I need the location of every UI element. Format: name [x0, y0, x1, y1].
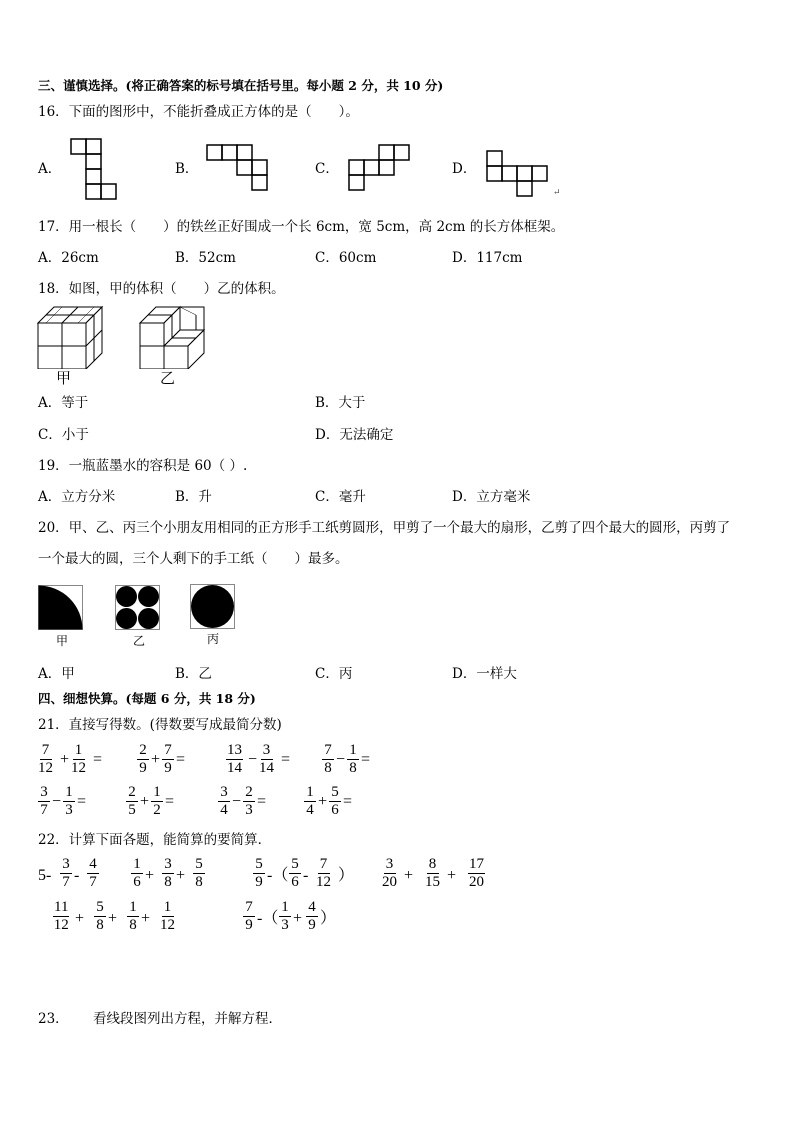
numerator: 1	[279, 900, 291, 917]
fraction	[347, 743, 359, 776]
q18-label-jia: 甲	[56, 369, 72, 387]
q18-option-c[interactable]: C．小于	[38, 427, 89, 443]
fraction	[304, 785, 316, 818]
denominator: 7	[62, 874, 70, 890]
operator: =	[257, 793, 267, 810]
denominator: 8	[324, 760, 332, 776]
numerator: 7	[40, 743, 52, 760]
q19-option-c[interactable]: C．毫升	[315, 489, 366, 505]
fraction	[38, 785, 50, 818]
operator: -	[303, 867, 309, 884]
numerator: 5	[253, 857, 265, 874]
denominator: 8	[129, 917, 137, 933]
denominator: 6	[291, 874, 299, 890]
numerator: 17	[469, 856, 484, 872]
q19-option-d[interactable]: D．立方毫米	[452, 489, 531, 505]
operator: +	[145, 867, 155, 884]
fraction	[162, 857, 174, 890]
return-mark-icon: ↵	[553, 188, 561, 198]
denominator: 3	[245, 802, 253, 818]
denominator: 6	[331, 802, 339, 818]
q20-option-a[interactable]: A．甲	[38, 666, 75, 682]
numerator: 3	[384, 857, 396, 874]
q20-stem-line2: 一个最大的圆，三个人剩下的手工纸（ ）最多。	[38, 551, 349, 567]
q16-option-c-label[interactable]: C．	[315, 161, 339, 177]
numerator: 7	[322, 743, 334, 760]
numerator: 2	[137, 743, 149, 760]
fraction	[322, 743, 334, 776]
q20-option-b[interactable]: B．乙	[175, 666, 212, 682]
fraction	[53, 900, 69, 933]
denominator: 14	[227, 760, 242, 776]
denominator: 14	[259, 760, 274, 776]
fraction	[193, 857, 205, 890]
q22-stem: 22．计算下面各题，能简算的要简算．	[38, 832, 272, 848]
fraction	[87, 857, 99, 890]
operator: +	[141, 910, 151, 927]
numerator: 1	[73, 743, 85, 760]
numerator: 11	[54, 899, 69, 915]
denominator: 9	[164, 760, 172, 776]
operator: =	[77, 793, 87, 810]
operator: +	[75, 910, 85, 927]
fraction	[468, 857, 485, 890]
operator: +	[318, 793, 328, 810]
numerator: 3	[218, 785, 230, 802]
q16-net-d	[486, 150, 550, 198]
denominator: 9	[139, 760, 147, 776]
numerator: 5	[329, 785, 341, 802]
denominator: 8	[349, 760, 357, 776]
denominator: 9	[255, 874, 263, 890]
operator: −	[336, 751, 346, 768]
q19-option-b[interactable]: B．升	[175, 489, 212, 505]
q17-stem: 17．用一根长（ ）的铁丝正好围成一个长 6cm，宽 5cm，高 2cm 的长方体框架。	[38, 219, 565, 235]
denominator: 12	[316, 874, 331, 890]
q20-fig-jia-sector	[38, 585, 84, 631]
denominator: 6	[133, 874, 141, 890]
numerator: 1	[304, 785, 316, 802]
denominator: 20	[382, 874, 397, 890]
denominator: 20	[469, 874, 484, 890]
q20-stem-line1: 20．甲、乙、丙三个小朋友用相同的正方形手工纸剪圆形，甲剪了一个最大的扇形，乙剪了四个最大的圆形，丙剪了	[38, 520, 731, 536]
denominator: 7	[40, 802, 48, 818]
q21-stem: 21．直接写得数。(得数要写成最简分数)	[38, 717, 282, 733]
fraction	[218, 785, 230, 818]
denominator: 12	[160, 917, 175, 933]
fraction	[329, 785, 341, 818]
operator: +	[108, 910, 118, 927]
section3-title: 三、谨慎选择。(将正确答案的标号填在括号里。每小题 2 分，共 10 分)	[38, 78, 444, 93]
operator: +	[60, 751, 70, 768]
fraction	[243, 785, 255, 818]
fraction	[131, 857, 143, 890]
numerator: 2	[243, 785, 255, 802]
fraction	[38, 743, 53, 776]
numerator: 1	[162, 900, 174, 917]
q20-label-jia: 甲	[56, 634, 69, 648]
q17-option-c[interactable]: C．60cm	[315, 250, 377, 266]
operator: ）	[320, 910, 337, 927]
denominator: 12	[71, 760, 86, 776]
q19-option-a[interactable]: A．立方分米	[38, 489, 116, 505]
fraction	[253, 857, 265, 890]
denominator: 9	[245, 917, 253, 933]
operator: -	[74, 867, 80, 884]
q20-fig-yi-four-circles	[115, 585, 161, 631]
denominator: 4	[306, 802, 314, 818]
q20-label-yi: 乙	[133, 634, 146, 648]
numerator: 3	[261, 743, 273, 760]
fraction	[243, 900, 255, 933]
numerator: 7	[318, 857, 330, 874]
denominator: 15	[425, 874, 440, 890]
numerator: 2	[126, 785, 138, 802]
operator: =	[165, 793, 175, 810]
numerator: 1	[131, 857, 143, 874]
operator: ）	[338, 867, 355, 884]
q16-option-d-label[interactable]: D．	[452, 161, 477, 177]
operator: +	[151, 751, 161, 768]
operator: =	[361, 751, 371, 768]
operator: +	[140, 793, 150, 810]
numerator: 1	[151, 785, 163, 802]
q23-stem: 看线段图列出方程，并解方程．	[93, 1011, 282, 1027]
fraction	[137, 743, 149, 776]
numerator: 1	[63, 785, 75, 802]
denominator: 3	[65, 802, 73, 818]
numerator: 1	[127, 900, 139, 917]
denominator: 8	[164, 874, 172, 890]
numerator: 3	[162, 857, 174, 874]
q18-label-yi: 乙	[160, 369, 176, 387]
fraction	[425, 857, 440, 890]
denominator: 7	[89, 874, 97, 890]
operator: +	[176, 867, 186, 884]
fraction	[71, 743, 86, 776]
q20-label-bing: 丙	[207, 632, 220, 646]
q18-cube-yi	[138, 303, 206, 369]
fraction	[382, 857, 397, 890]
denominator: 5	[128, 802, 136, 818]
q20-fig-bing-circle	[190, 584, 236, 630]
q16-option-b-label[interactable]: B．	[175, 161, 199, 177]
operator: -（	[257, 910, 279, 927]
denominator: 3	[281, 917, 289, 933]
denominator: 12	[53, 917, 69, 933]
operator: =	[281, 751, 291, 768]
numerator: 5	[193, 857, 205, 874]
numerator: 5	[94, 900, 106, 917]
fraction	[127, 900, 139, 933]
q18-option-a[interactable]: A．等于	[38, 395, 89, 411]
operator: =	[93, 751, 103, 768]
numerator: 7	[162, 743, 174, 760]
numerator: 5	[289, 857, 301, 874]
numerator: 13	[227, 742, 242, 758]
q20-option-c[interactable]: C．丙	[315, 666, 353, 682]
q17-option-a[interactable]: A．26cm	[38, 250, 99, 266]
q16-net-c	[348, 144, 412, 192]
fraction	[162, 743, 174, 776]
denominator: 12	[38, 760, 53, 776]
denominator: 2	[153, 802, 161, 818]
section4-title: 四、细想快算。(每题 6 分，共 18 分)	[38, 691, 256, 706]
q20-option-d[interactable]: D．一样大	[452, 666, 517, 682]
fraction	[126, 785, 138, 818]
numerator: 3	[38, 785, 50, 802]
operator: 5-	[38, 867, 52, 884]
fraction	[63, 785, 75, 818]
operator: +	[404, 867, 414, 884]
numerator: 1	[347, 743, 359, 760]
operator: +	[447, 867, 457, 884]
fraction	[289, 857, 301, 890]
q23-number: 23．	[38, 1011, 69, 1027]
q18-option-b[interactable]: B．大于	[315, 395, 366, 411]
q16-net-a	[70, 138, 120, 200]
q17-option-d[interactable]: D．117cm	[452, 250, 523, 266]
fraction	[151, 785, 163, 818]
operator: −	[248, 751, 258, 768]
q16-stem: 16．下面的图形中，不能折叠成正方体的是（ ）。	[38, 104, 359, 120]
fraction	[226, 743, 243, 776]
denominator: 4	[220, 802, 228, 818]
operator: =	[176, 751, 186, 768]
numerator: 3	[60, 857, 72, 874]
operator: =	[343, 793, 353, 810]
numerator: 8	[427, 857, 439, 874]
operator: -（	[267, 867, 289, 884]
operator: −	[52, 793, 62, 810]
operator: +	[293, 910, 303, 927]
numerator: 7	[243, 900, 255, 917]
numerator: 4	[87, 857, 99, 874]
operator: −	[232, 793, 242, 810]
fraction	[160, 900, 175, 933]
q19-stem: 19．一瓶蓝墨水的容积是 60（ ）.	[38, 458, 248, 474]
q16-net-b	[206, 144, 270, 192]
fraction	[306, 900, 318, 933]
q16-option-a-label[interactable]: A．	[38, 161, 62, 177]
fraction	[279, 900, 291, 933]
fraction	[259, 743, 274, 776]
denominator: 9	[308, 917, 316, 933]
numerator: 4	[306, 900, 318, 917]
denominator: 8	[96, 917, 104, 933]
fraction	[60, 857, 72, 890]
fraction	[94, 900, 106, 933]
q17-option-b[interactable]: B．52cm	[175, 250, 236, 266]
q18-cube-jia	[36, 303, 104, 369]
denominator: 8	[195, 874, 203, 890]
fraction	[316, 857, 331, 890]
q18-option-d[interactable]: D．无法确定	[315, 427, 394, 443]
q18-stem: 18．如图，甲的体积（ ）乙的体积。	[38, 281, 285, 297]
